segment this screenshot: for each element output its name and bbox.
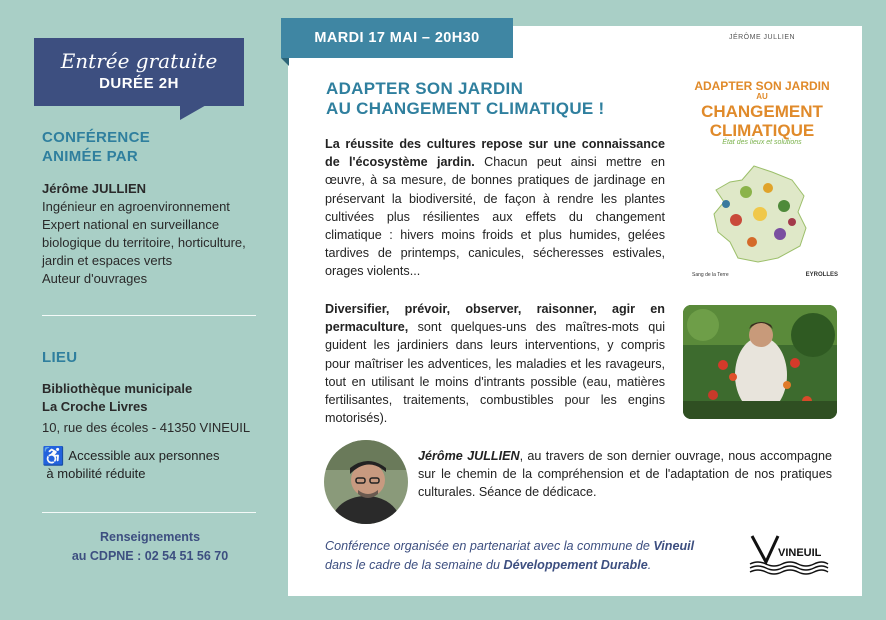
book-title-line2: AU: [756, 92, 768, 101]
book-title-main: [682, 102, 842, 140]
footer-part3: .: [647, 558, 652, 572]
p2-text: sont quelques-uns des maîtres-mots qui guident les jardiniers dans leurs interventions, y compris pour maîtriser les adventices, les maladies et les ravageurs, tout en utilisant le moins d'intrants possible (eau, matières fertilisantes, traitements, combustibles pour les engins motorisés).: [325, 320, 665, 426]
france-map-illustration: [706, 162, 818, 267]
book-publisher1: Sang de la Terre: [692, 272, 729, 278]
footer-note: [325, 537, 745, 575]
book-publisher2: EYROLLES: [805, 272, 838, 278]
main-title: [326, 79, 605, 119]
paragraph-1: [325, 135, 665, 281]
access-line1: Accessible aux personnes: [68, 448, 220, 463]
badge-tail: [180, 104, 208, 120]
speaker-line: biologique du territoire, horticulture,: [42, 235, 246, 250]
book-author: JÉRÔME JULLIEN: [728, 34, 796, 41]
place-name-line2: La Croche Livres: [42, 399, 148, 414]
contact-info: [40, 528, 260, 566]
p3-text: , au travers de son dernier ouvrage, nous accompagne sur le chemin de la compréhension et de l'adaptation de nos pratiques culturales. Séance de dédicace.: [418, 449, 832, 500]
p2-bold: Diversifier, prévoir, observer, raisonner, agir en permaculture,: [325, 302, 665, 335]
contact-line1: Renseignements: [99, 530, 201, 544]
access-line2: à mobilité réduite: [46, 466, 146, 481]
divider: [42, 315, 256, 316]
footer-part2: dans le cadre de la semaine du: [325, 558, 504, 572]
paragraph-2: [325, 300, 665, 427]
place-address: 10, rue des écoles - 41350 VINEUIL: [42, 420, 251, 435]
book-title-line1: ADAPTER SON JARDIN: [694, 79, 830, 93]
footer-part1: Conférence organisée en partenariat avec la commune de: [325, 539, 654, 553]
place-name-line1: Bibliothèque municipale: [42, 381, 193, 396]
speaker-name: Jérôme JULLIEN: [42, 181, 147, 196]
vineuil-logo: [748, 532, 830, 576]
entry-badge: [34, 38, 244, 106]
book-subtitle: État des lieux et solutions: [722, 139, 802, 146]
speaker-title-line2: ANIMÉE PAR: [42, 148, 139, 165]
duration-label: DURÉE 2H: [99, 75, 179, 92]
date-bar: MARDI 17 MAI – 20H30: [281, 18, 513, 58]
free-entry-label: Entrée gratuite: [60, 49, 218, 73]
garden-photo: [683, 305, 837, 419]
speaker-details: [42, 180, 246, 288]
title-line2: AU CHANGEMENT CLIMATIQUE !: [326, 99, 605, 118]
place-section-title: LIEU: [42, 349, 78, 366]
speaker-line: Auteur d'ouvrages: [42, 271, 148, 286]
divider: [42, 512, 256, 513]
paragraph-3: [418, 447, 832, 502]
wheelchair-icon: ♿: [42, 446, 65, 466]
accessibility-info: [42, 447, 219, 483]
footer-bold1: Vineuil: [653, 539, 695, 553]
book-title-line3: CHANGEMENT: [701, 102, 823, 121]
speaker-line: jardin et espaces verts: [42, 253, 173, 268]
author-photo: [324, 440, 408, 524]
speaker-section-title: [42, 128, 150, 166]
p1-text: Chacun peut ainsi mettre en œuvre, à sa mesure, de bonnes pratiques de jardinage en préservant la biodiversité, de façon à rendre les plantes cultivées plus résilientes aux effets du changement climatique : hivers moins froids et plus humides, gelées tardives de printemps, canicules, sécheresses estivales, orages violents...: [325, 155, 666, 279]
speaker-title-line1: CONFÉRENCE: [42, 129, 151, 146]
date-bar-notch: [281, 58, 289, 66]
title-line1: ADAPTER SON JARDIN: [326, 79, 524, 98]
p1-bold: La réussite des cultures repose sur une connaissance de l'écosystème jardin.: [325, 137, 665, 170]
speaker-line: Expert national en surveillance: [42, 217, 220, 232]
place-details: [42, 380, 250, 437]
speaker-line: Ingénieur en agroenvironnement: [42, 199, 230, 214]
logo-text: VINEUIL: [778, 547, 822, 559]
book-cover: [682, 32, 842, 282]
footer-bold2: Développement Durable: [503, 558, 648, 572]
contact-line2: au CDPNE : 02 54 51 56 70: [71, 549, 229, 563]
p3-bold: Jérôme JULLIEN: [418, 449, 520, 463]
book-title-line4: CLIMATIQUE: [709, 121, 815, 140]
